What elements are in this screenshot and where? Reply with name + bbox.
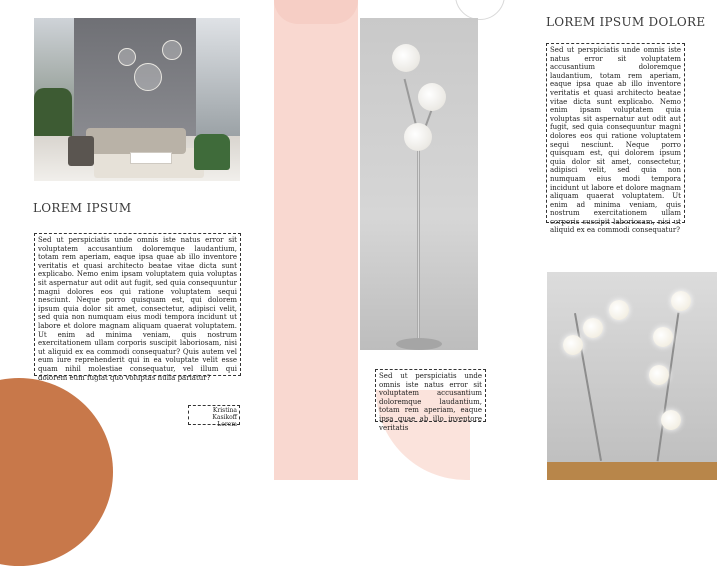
right-heading: LOREM IPSUM DOLORE <box>546 15 706 29</box>
signature-name: Kristina Kasikoff <box>212 407 237 421</box>
floor-lamp-photo <box>360 18 478 350</box>
center-caption-text: Sed ut perspiciatis unde omnis iste natus error sit voluptatem accusantium doloremque laudantium, totam rem aperiam, eaque ipsa quae ab illo inventore veritatis <box>375 369 486 422</box>
left-body-text: Sed ut perspiciatis unde omnis iste natus error sit voluptatem accusantium doloremque laudantium, totam rem aperiam, eaque ipsa quae ab illo inventore veritatis et quasi architecto beatae vitae dicta sunt explicabo. Nemo enim ipsam voluptatem quia voluptas sit aspernatur aut odit aut fugit, sed quia consequuntur magni dolores eos qui ratione voluptatem sequi nesciunt. Neque porro quisquam est, qui dolorem ipsum quia dolor sit amet, consectetur, adipisci velit, sed quia non numquam eius modi tempora incidunt ut labore et dolore magnam aliquam quaerat voluptatem. Ut enim ad minima veniam, quis nostrum exercitationem ullam corporis suscipit laboriosam, nisi ut aliquid ex ea commodi consequatur? Quis autem vel eum iure reprehenderit qui in ea voluptate velit esse quam nihil molestiae consequatur, vel illum qui dolorem eum fugiat quo voluptas nulla pariatur? <box>34 233 241 376</box>
signature-box <box>188 405 240 428</box>
pink-background-band <box>274 0 358 480</box>
pink-arc-shape <box>274 0 358 24</box>
living-room-photo <box>34 18 240 181</box>
orange-circle-shape <box>0 378 113 566</box>
right-body-text: Sed ut perspiciatis unde omnis iste natus error sit voluptatem accusantium doloremque laudantium, totam rem aperiam, eaque ipsa quae ab illo inventore veritatis et quasi architecto beatae vitae dicta sunt explicabo. Nemo enim ipsam voluptatem quia voluptas sit aspernatur aut odit aut fugit, sed quia consequuntur magni dolores eos qui ratione voluptatem sequi nesciunt. Neque porro quisquam est, qui dolorem ipsum quia dolor sit amet, consectetur, adipisci velit, sed quia non numquam eius modi tempora incidunt ut labore et dolore magnam aliquam quaerat voluptatem. Ut enim ad minima veniam, quis nostrum exercitationem ullam corporis suscipit laboriosam, nisi ut aliquid ex ea commodi consequatur? <box>546 43 685 223</box>
signature-title: Lorem <box>217 421 237 428</box>
outline-circle-shape <box>455 0 505 20</box>
lamp-corner-photo <box>547 272 717 480</box>
left-heading: LOREM IPSUM <box>33 201 132 215</box>
